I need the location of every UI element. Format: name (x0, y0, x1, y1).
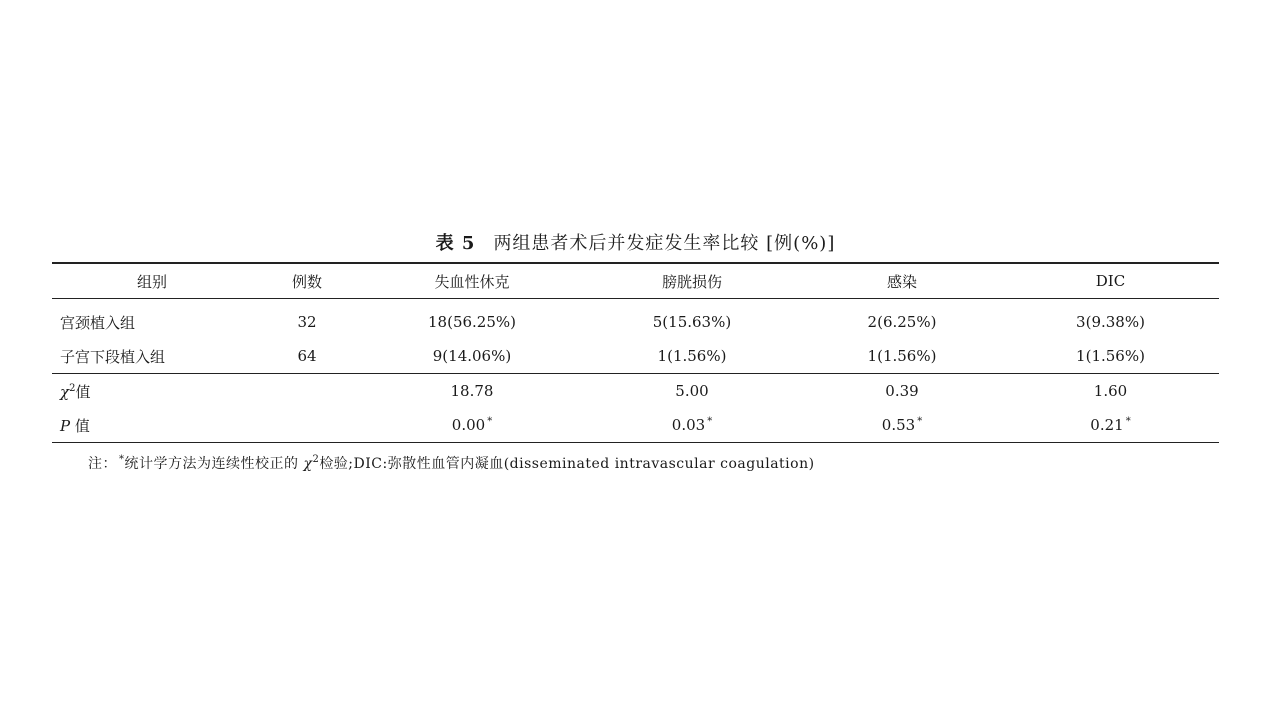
cell-chi-value: 5.00 (675, 382, 709, 400)
row-label: 子宫下段植入组 (60, 347, 166, 366)
note-text-a: 统计学方法为连续性校正的 (124, 456, 304, 472)
cell-p-value: 0.00 * (451, 416, 493, 434)
cell-chi-value: 18.78 (450, 382, 494, 400)
significance-mark: * (707, 416, 713, 427)
cell-count: 64 (297, 347, 317, 365)
note-chi-symbol: χ (303, 456, 313, 472)
row-label (52, 408, 252, 443)
note-mark: * (119, 454, 125, 465)
header-group: 组别 (136, 272, 167, 291)
p-symbol: P (60, 416, 71, 435)
significance-mark: * (487, 416, 493, 427)
note-text-b: 检验;DIC:弥散性血管内凝血(disseminated intravascular coagulation) (319, 456, 815, 472)
cell-infection: 2(6.25%) (867, 313, 937, 331)
note-prefix: 注： (88, 456, 117, 472)
chi-superscript: 2 (69, 382, 76, 394)
chi-square-row (52, 374, 1219, 409)
header-count: 例数 (291, 272, 322, 291)
cell-chi-value: 1.60 (1093, 382, 1128, 400)
cell-empty (252, 374, 362, 409)
complication-table (52, 262, 1219, 443)
chi-suffix: 值 (75, 382, 91, 401)
table-caption (52, 226, 1219, 262)
cell-p-value: 0.21 * (1090, 416, 1131, 434)
cell-chi-value: 0.39 (885, 382, 919, 400)
cell-count: 32 (297, 313, 317, 331)
table-title: 两组患者术后并发症发生率比较 [例(%)] (493, 233, 836, 254)
cell-hemorrhagic-shock: 9(14.06%) (432, 347, 512, 365)
row-label (52, 374, 252, 409)
table-footnote (52, 453, 1219, 473)
cell-p-value: 0.53 * (881, 416, 923, 434)
cell-empty (252, 408, 362, 443)
note-chi-superscript: 2 (312, 454, 320, 465)
header-bladder-injury: 膀胱损伤 (661, 272, 722, 291)
table-number: 表 5 (435, 233, 476, 254)
row-label: 宫颈植入组 (60, 313, 136, 332)
chi-symbol: χ (60, 382, 70, 401)
cell-dic: 3(9.38%) (1076, 313, 1145, 331)
table-row (52, 339, 1219, 374)
header-infection: 感染 (886, 272, 917, 291)
complication-table-figure (52, 226, 1219, 473)
cell-bladder-injury: 1(1.56%) (657, 347, 727, 365)
header-dic: DIC (1095, 272, 1126, 290)
cell-infection: 1(1.56%) (867, 347, 937, 365)
table-row (52, 299, 1219, 340)
header-row (52, 263, 1219, 299)
cell-dic: 1(1.56%) (1076, 347, 1145, 365)
cell-p-value: 0.03 * (671, 416, 713, 434)
header-hemorrhagic-shock: 失血性休克 (434, 272, 510, 291)
cell-bladder-injury: 5(15.63%) (652, 313, 732, 331)
significance-mark: * (917, 416, 923, 427)
cell-hemorrhagic-shock: 18(56.25%) (428, 313, 516, 331)
p-suffix: 值 (70, 416, 90, 435)
significance-mark: * (1125, 416, 1131, 427)
p-value-row (52, 408, 1219, 443)
